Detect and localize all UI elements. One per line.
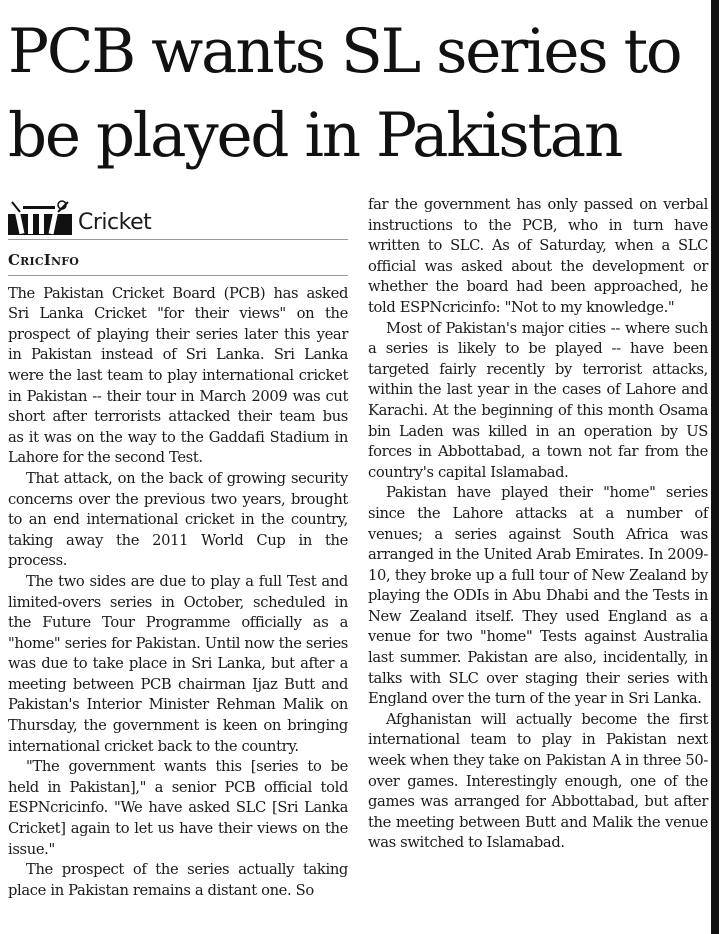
paragraph: far the government has only passed on verbal instructions to the PCB, who in turn have written to SLC. As of Saturday, when a SLC official was asked about the development or whether the board had been approached, he told ESPNcricinfo: "Not to my knowledge."	[368, 196, 708, 316]
paragraph: Pakistan have played their "home" series since the Lahore attacks at a number of venues; a series against South Africa was arranged in the United Arab Emirates. In 2009-10, they broke up a full tour of New Zealand by playing the ODIs in Abu Dhabi and the Tests in New Zealand itself. They used England as a venue for two "home" Tests against Australia last summer. Pakistan are also, incidentally, in talks with SLC over staging their series with England over the turn of the year in Sri Lanka.	[368, 484, 708, 708]
paragraph: The prospect of the series actually taking place in Pakistan remains a distant one. So	[8, 861, 348, 899]
paragraph: "The government wants this [series to be held in Pakistan]," a senior PCB official told ESPNcricinfo. "We have asked SLC [Sri Lanka Cricket] again to let us have their views on the issue."	[8, 758, 348, 858]
paragraph: Afghanistan will actually become the first international team to play in Pakistan next week when they take on Pakistan A in three 50-over games. Interestingly enough, one of the games was arranged for Abbottabad, but after the meeting between Butt and Malik the venue was switched to Islamabad.	[368, 710, 708, 852]
headline-line-2: be played in Pakistan	[8, 100, 622, 171]
article-headline	[8, 10, 708, 178]
paragraph: The Pakistan Cricket Board (PCB) has asked Sri Lanka Cricket "for their views" on the prospect of playing their series later this year in Pakistan instead of Sri Lanka. Sri Lanka were the last team to play international cricket in Pakistan -- their tour in March 2009 was cut short after terrorists attacked their team bus as it was on the way to the Gaddafi Stadium in Lahore for the second Test.	[8, 284, 348, 467]
source-credit: CricInfo	[8, 250, 348, 276]
article-column-left	[8, 196, 348, 901]
section-header	[8, 196, 348, 240]
paragraph: Most of Pakistan's major cities -- where such a series is likely to be played -- have been targeted fairly recently by terrorist attacks, within the last year in the cases of Lahore and Karachi. At the beginning of this month Osama bin Laden was killed in an operation by US forces in Abbottabad, a town not far from the country's capital Islamabad.	[368, 319, 708, 481]
paragraph: That attack, on the back of growing security concerns over the previous two years, brought to an end international cricket in the country, taking away the 2011 World Cup in the process.	[8, 469, 348, 570]
section-label: Cricket	[78, 210, 152, 235]
paragraph: The two sides are due to play a full Test and limited-overs series in October, scheduled in the Future Tour Programme officially as a "home" series for Pakistan. Until now the series was due to take place in Sri Lanka, but after a meeting between PCB chairman Ijaz Butt and Pakistan's Interior Minister Rehman Malik on Thursday, the government is keen on bringing international cricket back to the country.	[8, 572, 348, 755]
page-edge-bar	[711, 0, 719, 934]
article-column-right	[368, 195, 708, 854]
cricket-bats-icon	[8, 200, 74, 236]
headline-line-1: PCB wants SL series to	[8, 16, 681, 87]
